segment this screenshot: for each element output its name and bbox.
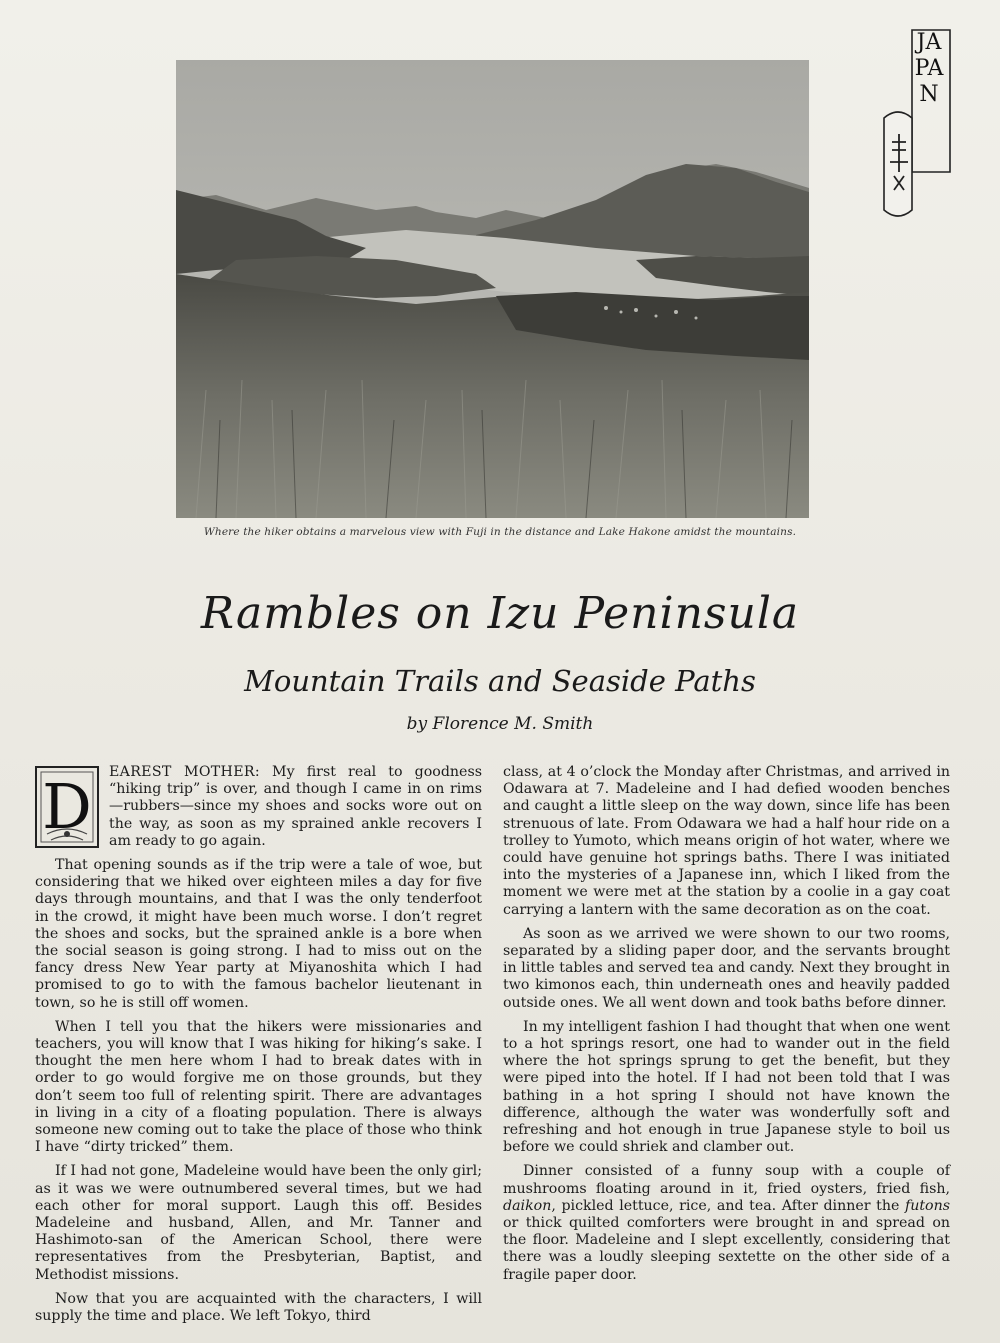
paragraph: That opening sounds as if the trip were a tale of woe, but considering that we hiked over eighteen miles a day for five days through mountains, and that I was the only tenderfoot in the crowd, it might have been much worse. I don’t regret the shoes and socks, but the sprained ankle is a bore when the social season is going strong. I had to miss out on the fancy dress New Year party at Miyanoshita which I had promised to go to with the famous bachelor lieutenant in town, so he is still off women.	[35, 857, 482, 1011]
paragraph: If I had not gone, Madeleine would have been the only girl; as it was we were outnumbered several times, but we had each other for moral support. Laugh this off. Besides Madeleine and husband, Allen, and Mr. Tanner and Hashimoto-san of the American School, there were representatives from the Presbyterian, Baptist, and Methodist missions.	[35, 1163, 482, 1283]
left-column	[35, 764, 482, 1332]
paragraph: D EAREST MOTHER: My first real to goodness “hiking trip” is over, and though I came in on rims—rubbers—since my shoes and socks wore out on the way, as soon as my sprained ankle recovers I am ready to go again.	[35, 764, 482, 850]
paragraph: As soon as we arrived we were shown to our two rooms, separated by a sliding paper door, and the servants brought in little tables and served tea and candy. Next they brought in two kimonos each, thin underneath ones and heavily padded outside ones. We all went down and took baths before dinner.	[503, 925, 950, 1011]
japan-seal-text: JAPAN	[914, 30, 944, 107]
paragraph: In my intelligent fashion I had thought that when one went to a hot springs resort, one had to wander out in the field where the hot springs sprung to get the benefit, but they were piped into the hotel. If I had not been told that I was bathing in a hot spring I should not have known the difference, although the water was wonderfully soft and refreshing and hot enough in true Japanese style to boil us before we could shriek and clamber out.	[503, 1018, 950, 1156]
article-subtitle: Mountain Trails and Seaside Paths	[244, 664, 756, 698]
landscape-photo	[176, 60, 809, 518]
right-column	[503, 764, 950, 1291]
article-title: Rambles on Izu Peninsula	[200, 588, 800, 639]
lake-mountain-image	[176, 60, 809, 518]
drop-cap: D	[35, 766, 99, 848]
paragraph: Now that you are acquainted with the characters, I will supply the time and place. We left Tokyo, third	[35, 1290, 482, 1325]
salutation: EAREST MOTHER:	[109, 764, 260, 780]
photo-caption: Where the hiker obtains a marvelous view with Fuji in the distance and Lake Hakone amidst the mountains.	[203, 526, 797, 538]
article-byline: by Florence M. Smith	[406, 714, 594, 734]
paragraph: Dinner consisted of a funny soup with a couple of mushrooms floating around in it, fried oysters, fried fish, daikon, pickled lettuce, rice, and tea. After dinner the futons or thick quilted comforters were brought in and spread on the floor. Madeleine and I slept excellently, considering that there was a loudly sleeping sextette on the other side of a fragile paper door.	[503, 1163, 950, 1283]
paragraph: class, at 4 o’clock the Monday after Christmas, and arrived in Odawara at 7. Madeleine and I had defied wooden benches and caught a little sleep on the way down, since life has been strenuous of late. From Odawara we had a half hour ride on a trolley to Yumoto, which means origin of hot water, where we could have genuine hot springs baths. There I was initiated into the mysteries of a Japanese inn, which I liked from the moment we were met at the station by a coolie in a gay coat carrying a lantern with the same decoration as on the coat.	[503, 764, 950, 918]
paragraph: When I tell you that the hikers were missionaries and teachers, you will know that I was hiking for hiking’s sake. I thought the men here whom I had to break dates with in order to go would forgive me on those grounds, but they don’t seem too full of relenting spirit. There are advantages in living in a city of a floating population. There is always someone new coming out to take the place of those who think I have “dirty tricked” them.	[35, 1018, 482, 1156]
